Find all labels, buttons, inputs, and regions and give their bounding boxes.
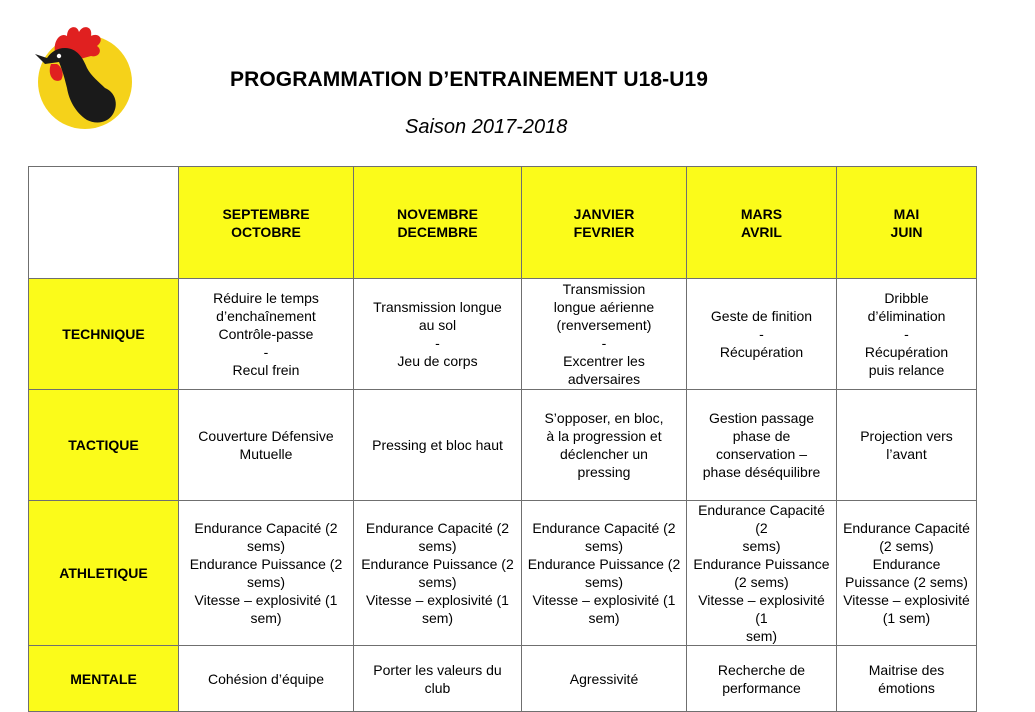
cell-line: Vitesse – explosivité (1	[698, 592, 825, 626]
rooster-eye	[57, 54, 61, 58]
cell-line: conservation –	[715, 446, 808, 462]
table-cell	[354, 501, 522, 646]
cell-line: -	[759, 326, 764, 342]
table-cell	[354, 646, 522, 712]
cell-line: (2 sems)	[879, 538, 934, 554]
cell-line: Projection vers	[860, 428, 953, 444]
cell-line: Jeu de corps	[397, 353, 478, 369]
cell-line: performance	[722, 679, 801, 696]
table-cell	[179, 646, 354, 712]
table-cell	[837, 390, 977, 501]
cell-line: Recherche de	[717, 661, 806, 678]
cell-line: Vitesse – explosivité	[843, 592, 970, 608]
cell-line: Endurance Puissance (2	[361, 556, 514, 572]
table-cell	[179, 501, 354, 646]
table-cell	[687, 390, 837, 501]
cell-line: émotions	[878, 679, 935, 696]
table-cell	[837, 501, 977, 646]
cell-line: longue aérienne	[553, 299, 655, 315]
cell-line: sems)	[418, 574, 457, 590]
cell-line: sem)	[421, 610, 454, 626]
cell-line: sems)	[246, 538, 286, 554]
cell-line: Dribble	[884, 290, 929, 306]
table-header-row	[29, 167, 977, 279]
period-header: SEPTEMBRE OCTOBRE	[179, 167, 354, 279]
cell-line: -	[601, 335, 607, 351]
cell-line: Réduire le temps	[213, 290, 319, 306]
cell-line: Vitesse – explosivité (1	[532, 592, 676, 608]
table-cell	[522, 279, 687, 390]
period-header: NOVEMBRE DECEMBRE	[354, 167, 522, 279]
cell-line: club	[424, 679, 451, 696]
table-row-tactique	[29, 390, 977, 501]
page-title: PROGRAMMATION D’ENTRAINEMENT U18-U19	[230, 68, 709, 91]
cell-line: Endurance Capacité	[843, 520, 970, 536]
cell-line: Puissance (2 sems)	[845, 574, 968, 590]
table-cell	[354, 279, 522, 390]
table-cell	[179, 390, 354, 501]
cell-line: sems)	[742, 538, 781, 554]
cell-line: Recul frein	[232, 362, 300, 378]
table-row-athletique	[29, 501, 977, 646]
cell-line: Cohésion d’équipe	[208, 670, 324, 687]
cell-line: puis relance	[868, 362, 945, 378]
period-header: MARS AVRIL	[687, 167, 837, 279]
cell-line: Endurance Capacité (2	[698, 502, 825, 536]
cell-line: à la progression et	[546, 428, 662, 444]
cell-line: Contrôle-passe	[218, 326, 314, 342]
cell-line: sem)	[588, 610, 620, 626]
table-cell	[837, 279, 977, 390]
cell-line: Endurance Capacité (2	[532, 520, 676, 536]
table-row-technique	[29, 279, 977, 390]
rooster-logo-icon	[29, 18, 134, 138]
cell-line: Récupération	[864, 344, 949, 360]
cell-line: d’élimination	[867, 308, 946, 324]
cell-line: (2 sems)	[734, 574, 789, 590]
cell-line: au sol	[418, 317, 457, 333]
cell-line: Endurance	[872, 556, 941, 572]
cell-line: phase de	[732, 428, 791, 444]
cell-line: sems)	[584, 574, 624, 590]
cell-line: -	[263, 344, 269, 360]
cell-line: sem)	[745, 628, 778, 644]
cell-line: Endurance Puissance	[693, 556, 830, 572]
cell-line: Récupération	[719, 344, 804, 360]
cell-line: Geste de finition	[710, 308, 813, 324]
table-cell	[522, 646, 687, 712]
cell-line: sems)	[246, 574, 286, 590]
cell-line: Endurance Puissance (2	[189, 556, 343, 572]
cell-line: l’avant	[886, 446, 927, 462]
cell-line: phase déséquilibre	[702, 464, 821, 480]
cell-line: Transmission	[562, 281, 646, 297]
row-label: TACTIQUE	[29, 390, 179, 501]
cell-line: sems)	[418, 538, 457, 554]
cell-line: (renversement)	[556, 317, 652, 333]
cell-line: déclencher un	[560, 446, 648, 462]
table-cell	[522, 390, 687, 501]
cell-line: Transmission longue	[373, 299, 502, 315]
cell-line: Vitesse – explosivité (1	[194, 592, 338, 608]
cell-line: Mutuelle	[239, 446, 293, 462]
cell-line: Excentrer les	[563, 353, 645, 369]
cell-line: sem)	[250, 610, 282, 626]
cell-line: d’enchaînement	[216, 308, 316, 324]
table-cell	[354, 390, 522, 501]
training-schedule-table	[28, 166, 977, 712]
cell-line: adversaires	[567, 371, 641, 387]
cell-line: Vitesse – explosivité (1	[366, 592, 509, 608]
cell-line: sems)	[584, 538, 624, 554]
cell-line: Pressing et bloc haut	[372, 437, 503, 453]
row-label: TECHNIQUE	[29, 279, 179, 390]
table-row-mentale	[29, 646, 977, 712]
table-cell	[687, 646, 837, 712]
cell-line: Agressivité	[569, 670, 639, 687]
table-cell	[179, 279, 354, 390]
cell-line: Endurance Capacité (2	[365, 520, 510, 536]
cell-line: Endurance Puissance (2	[527, 556, 681, 572]
table-cell	[837, 646, 977, 712]
table-cell	[522, 501, 687, 646]
period-header: JANVIER FEVRIER	[522, 167, 687, 279]
cell-line: S’opposer, en bloc,	[544, 410, 664, 426]
period-header: MAI JUIN	[837, 167, 977, 279]
cell-line: Maitrise des	[868, 661, 945, 678]
cell-line: Endurance Capacité (2	[194, 520, 338, 536]
cell-line: Porter les valeurs du	[373, 661, 502, 678]
season-subtitle: Saison 2017-2018	[405, 116, 568, 138]
cell-line: -	[435, 335, 440, 351]
cell-line: -	[904, 326, 909, 342]
cell-line: (1 sem)	[882, 610, 931, 626]
table-cell	[687, 501, 837, 646]
cell-line: Couverture Défensive	[198, 428, 334, 444]
cell-line: pressing	[577, 464, 631, 480]
table-cell	[687, 279, 837, 390]
cell-line: Gestion passage	[708, 410, 815, 426]
row-label: MENTALE	[29, 646, 179, 712]
row-label: ATHLETIQUE	[29, 501, 179, 646]
table-corner-cell	[29, 167, 179, 279]
